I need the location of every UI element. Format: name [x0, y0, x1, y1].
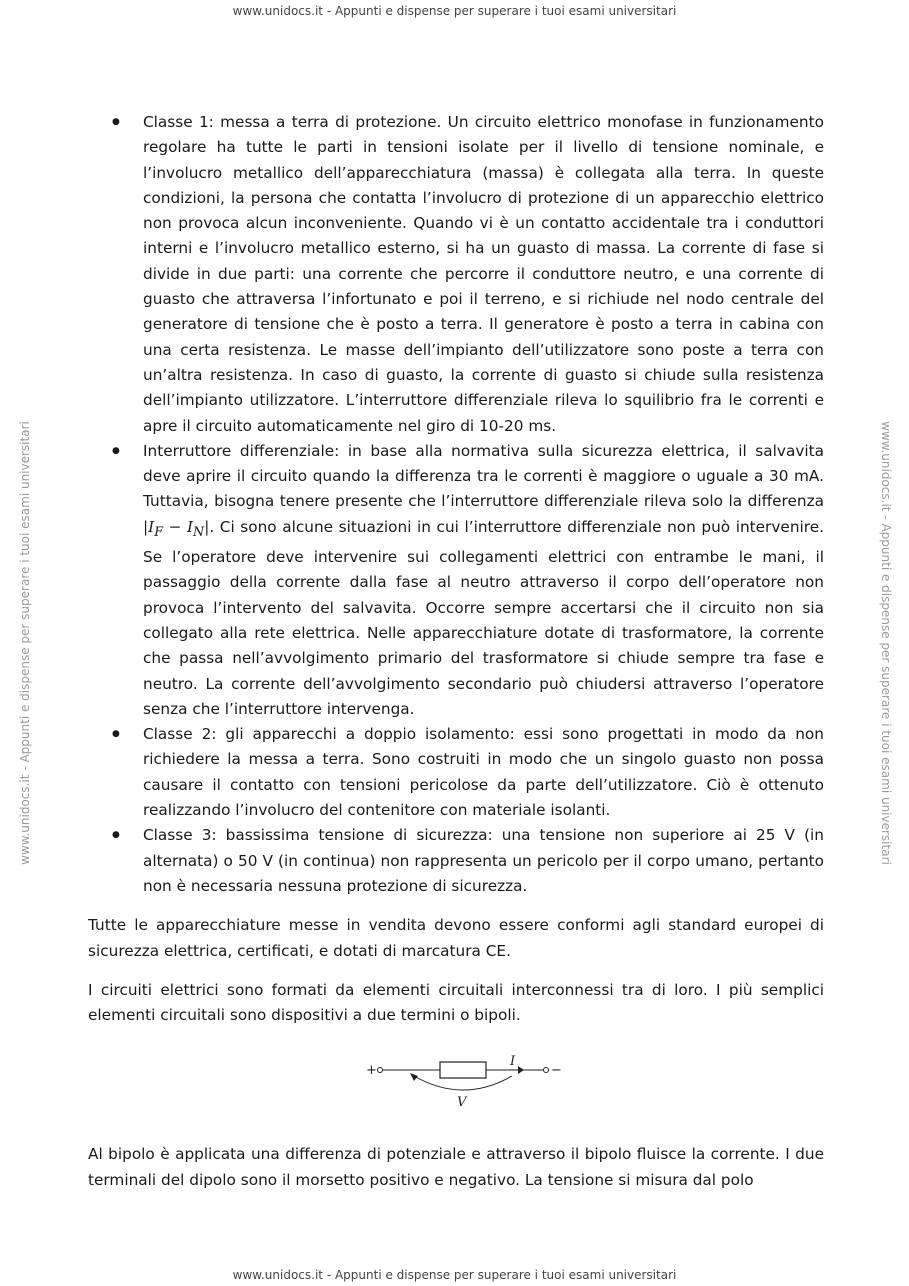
- math-part: |: [204, 517, 210, 536]
- bullet-item-classe-1: ● Classe 1: messa a terra di protezione. Un circuito elettrico monofase in funzionamento regolare ha tutte le parti in tensioni isolate per il livello di tensione nominale, e l’involucro metallico dell’apparecchiatura (massa) è collegata alla terra. In queste condizioni, la persona che contatta l’involucro di protezione di un apparecchio elettrico non provoca alcun inconveniente. Quando vi è un contatto accidentale tra i conduttori interni e l’involucro metallico esterno, si ha un guasto di massa. La corrente di fase si divide in due parti: una corrente che percorre il conduttore neutro, e una corrente di guasto che attraversa l’infortunato e poi il terreno, e si richiude nel nodo centrale del generatore di tensione che è posto a terra. Il generatore è posto a terra in cabina con una certa resistenza. Le masse dell’impianto dell’utilizzatore sono poste a terra con un’altra resistenza. In caso di guasto, la corrente di guasto si chiude sulla resistenza dell’impianto utilizzatore. L’interruttore differenziale rileva lo squilibrio fra le correnti e apre il circuito automaticamente nel giro di 10-20 ms.: [88, 110, 824, 439]
- side-watermark-left: www.unidocs.it - Appunti e dispense per superare i tuoi esami universitari: [18, 421, 32, 865]
- bullet-list: [88, 110, 824, 899]
- minus-label: −: [551, 1063, 562, 1079]
- math-part: |I: [143, 517, 155, 536]
- voltage-arrow: [410, 1073, 418, 1081]
- current-label: I: [510, 1054, 516, 1070]
- math-part: − I: [163, 517, 194, 536]
- page-header: www.unidocs.it - Appunti e dispense per superare i tuoi esami universitari: [232, 4, 677, 18]
- paragraph-circuiti: I circuiti elettrici sono formati da elementi circuitali interconnessi tra di loro. I più semplici elementi circuitali sono dispositivi a due termini o bipoli.: [88, 980, 824, 1025]
- plus-label: +: [366, 1063, 377, 1079]
- terminal-positive: [378, 1068, 383, 1073]
- voltage-label: V: [457, 1095, 467, 1111]
- bipole-diagram: [358, 1052, 562, 1122]
- paragraph-bipolo: Al bipolo è applicata una differenza di potenziale e attraverso il bipolo fluisce la corrente. I due terminali del dipolo sono il morsetto positivo e negativo. La tensione si misura dal polo: [88, 1145, 824, 1189]
- side-watermark-right: www.unidocs.it - Appunti e dispense per superare i tuoi esami universitari: [879, 421, 893, 865]
- math-formula: [143, 517, 210, 540]
- bullet-text-part: Interruttore differenziale: in base alla normativa sulla sicurezza elettrica, il salvavita deve aprire il circuito quando la differenza tra le correnti è maggiore o uguale a 30 mA. Tuttavia, bisogna tenere presente che l’interruttore differenziale rileva solo la differenza: [143, 441, 824, 511]
- current-arrow: [518, 1066, 524, 1074]
- bullet-item-classe-2: ● Classe 2: gli apparecchi a doppio isolamento: essi sono progettati in modo da non richiedere la messa a terra. Sono costruiti in modo che un singolo guasto non possa causare il contatto con tensioni pericolose da parte dell’utilizzatore. Ciò è ottenuto realizzando l’involucro del contenitore con materiale isolanti.: [88, 722, 824, 823]
- paragraph-conformita: Tutte le apparecchiature messe in vendita devono essere conformi agli standard europei di sicurezza elettrica, certificati, e dotati di marcatura CE.: [88, 916, 824, 960]
- page-footer: www.unidocs.it - Appunti e dispense per superare i tuoi esami universitari: [232, 1268, 677, 1282]
- math-subscript: F: [154, 524, 164, 540]
- document-body: [88, 110, 824, 1193]
- resistor-box: [440, 1062, 486, 1078]
- bullet-item-interruttore-differenziale: [88, 439, 824, 722]
- math-subscript: N: [193, 524, 205, 540]
- terminal-negative: [544, 1068, 549, 1073]
- bullet-text-part: . Ci sono alcune situazioni in cui l’interruttore differenziale non può intervenire. Se l’operatore deve intervenire sui collegamenti elettrici con entrambe le mani, il passaggio della corrente dalla fase al neutro attraverso il corpo dell’operatore non provoca l’intervento del salvavita. Occorre sempre accertarsi che il circuito non sia collegato alla rete elettrica. Nelle apparecchiature dotate di trasformatore, la corrente che passa nell’avvolgimento primario del trasformatore si chiude sempre tra fase e neutro. La corrente dell’avvolgimento secondario può chiudersi attraverso l’operatore senza che l’interruttore intervenga.: [143, 517, 824, 718]
- bipole-figure: [88, 1052, 824, 1122]
- bullet-item-classe-3: ● Classe 3: bassissima tensione di sicurezza: una tensione non superiore ai 25 V (in alternata) o 50 V (in continua) non rappresenta un pericolo per il corpo umano, pertanto non è necessaria nessuna protezione di sicurezza.: [88, 823, 824, 899]
